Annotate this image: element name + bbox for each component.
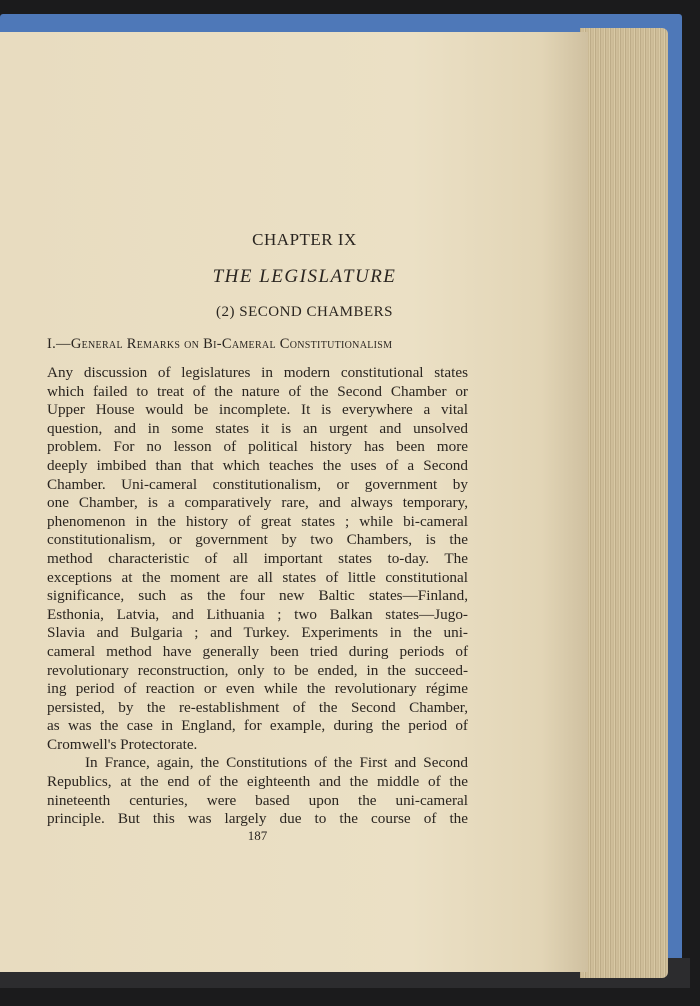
text-line: Esthonia, Latvia, and Lithuania ; two Balkan states—Jugo- xyxy=(47,605,468,623)
body-text xyxy=(47,364,468,829)
text-line: Republics, at the end of the eighteenth and the middle of the xyxy=(47,773,468,791)
text-line: exceptions at the moment are all states of little constitutional xyxy=(47,568,468,586)
text-line: Any discussion of legislatures in modern constitutional states xyxy=(47,364,468,381)
page-edges xyxy=(580,28,668,978)
text-line: significance, such as the four new Baltic states—Finland, xyxy=(47,587,468,605)
text-line: constitutionalism, or government by two Chambers, is the xyxy=(47,531,468,549)
book-page xyxy=(0,32,588,972)
chapter-heading: CHAPTER IX xyxy=(252,230,357,249)
text-line: question, and in some states it is an urgent and unsolved xyxy=(47,419,468,437)
text-line: method characteristic of all important states to-day. The xyxy=(47,549,468,567)
text-line: phenomenon in the history of great states ; while bi-cameral xyxy=(47,512,468,530)
text-line: In France, again, the Constitutions of the First and Second xyxy=(85,754,468,772)
text-line: as was the case in England, for example, during the period of xyxy=(47,717,468,735)
text-line: Slavia and Bulgaria ; and Turkey. Experiments in the uni- xyxy=(47,624,468,642)
text-line: Cromwell's Protectorate. xyxy=(47,735,198,753)
chapter-subtitle: (2) SECOND CHAMBERS xyxy=(215,304,394,320)
text-line: nineteenth centuries, were based upon the uni-cameral xyxy=(47,791,468,809)
text-line: revolutionary reconstruction, only to be ended, in the succeed- xyxy=(47,661,468,679)
text-line: Chamber. Uni-cameral constitutionalism, or government by xyxy=(47,475,468,493)
page-number: 187 xyxy=(247,828,268,843)
text-line: which failed to treat of the nature of the Second Chamber or xyxy=(47,382,468,400)
text-line: cameral method have generally been tried during periods of xyxy=(47,642,468,660)
text-line: persisted, by the re-establishment of the Second Chamber, xyxy=(47,698,468,716)
text-line: principle. But this was largely due to the course of the xyxy=(47,810,468,828)
text-line: ing period of reaction or even while the revolutionary régime xyxy=(47,680,468,698)
text-line: one Chamber, is a comparatively rare, and always temporary, xyxy=(47,494,468,512)
text-line: Upper House would be incomplete. It is everywhere a vital xyxy=(47,401,468,419)
text-line: deeply imbibed than that which teaches the uses of a Second xyxy=(47,456,468,474)
text-line: problem. For no lesson of political history has been more xyxy=(47,438,468,456)
section-heading: I.—General Remarks on Bi-Cameral Constitutionalism xyxy=(47,336,393,352)
chapter-title: THE LEGISLATURE xyxy=(212,266,397,287)
